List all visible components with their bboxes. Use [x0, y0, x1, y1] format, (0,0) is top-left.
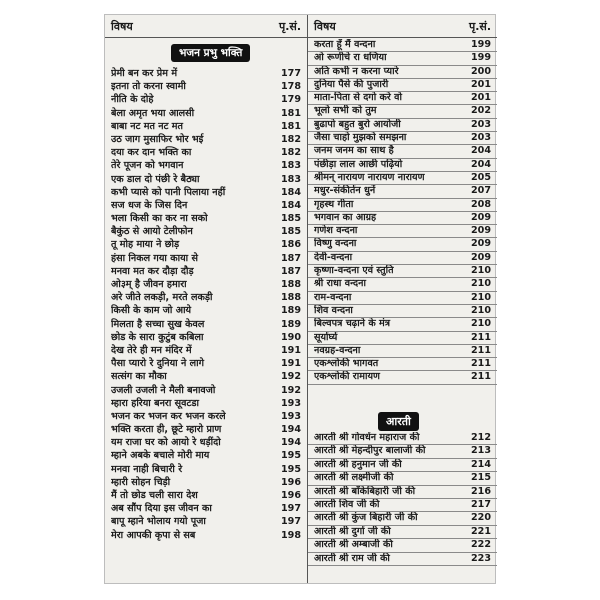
entry-title: जैसा चाहो मुझको समझना [314, 132, 407, 144]
page-number-heading: पृ.सं. [468, 20, 491, 33]
toc-entry [308, 553, 497, 566]
entry-title: देवी-वन्दना [314, 251, 353, 263]
toc-entry [105, 489, 307, 502]
entry-page-number: 214 [470, 458, 491, 470]
toc-entry [105, 93, 307, 106]
entry-title: इतना तो करना स्वामी [111, 81, 186, 93]
toc-entry [105, 463, 307, 476]
toc-entry [105, 238, 307, 251]
toc-entry [308, 92, 497, 105]
toc-entry [105, 278, 307, 291]
entry-title: आरती शिव जी की [314, 498, 380, 510]
toc-entry [308, 132, 497, 145]
entry-page-number: 210 [470, 291, 491, 303]
entry-title: छोड के सारा कुटुंब कबिला [111, 331, 204, 343]
toc-entry [105, 529, 307, 542]
entry-page-number: 210 [470, 265, 491, 277]
entry-page-number: 198 [280, 529, 301, 541]
entry-page-number: 201 [470, 92, 491, 104]
toc-entry [105, 423, 307, 436]
toc-entry [308, 52, 497, 65]
entry-title: आरती श्री अम्बाजी की [314, 539, 393, 551]
section-banner-bhajan: भजन प्रभु भक्ति [171, 44, 250, 62]
entry-page-number: 190 [280, 331, 301, 343]
entry-title: श्रीमन् नारायण नारायण नारायण [314, 171, 425, 183]
toc-entry [308, 159, 497, 172]
entry-page-number: 179 [280, 94, 301, 106]
entry-page-number: 188 [280, 292, 301, 304]
entry-title: किसी के काम जो आये [111, 305, 192, 317]
entry-title: कृष्णा-वन्दना एवं स्तुति [314, 265, 394, 277]
toc-entry [308, 119, 497, 132]
entry-page-number: 197 [280, 516, 301, 528]
entry-title: ओ३म् है जीवन हमारा [111, 279, 187, 290]
entry-page-number: 217 [470, 498, 491, 510]
entry-title: भला किसी का कर ना सको [111, 213, 208, 225]
entry-page-number: 185 [280, 226, 301, 238]
entry-title: मिलता है सच्चा सुख केवल [111, 318, 205, 330]
toc-entry [105, 357, 307, 370]
entry-title: मधुर-संकीर्तन धुनें [314, 185, 376, 197]
entry-page-number: 205 [470, 171, 491, 183]
entry-page-number: 188 [280, 279, 301, 290]
entry-title: बापू म्हाने भोलाय गयो पूजा [111, 516, 206, 528]
entry-page-number: 213 [470, 445, 491, 457]
toc-entry [105, 120, 307, 133]
entry-title: आरती श्री लक्ष्मीजी की [314, 472, 394, 484]
entry-page-number: 211 [470, 344, 491, 356]
entry-title: विष्णु वन्दना [314, 238, 357, 250]
entry-title: एक डाल दो पंछी रे बैठ्या [111, 173, 200, 185]
entry-page-number: 199 [470, 39, 491, 50]
toc-entry [308, 526, 497, 539]
toc-entry [308, 199, 497, 212]
entry-title: गृहस्थ गीता [314, 198, 354, 210]
entry-title: अब सौंप दिया इस जीवन का [111, 503, 212, 515]
right-column [308, 15, 497, 583]
entry-page-number: 209 [470, 211, 491, 223]
entry-page-number: 221 [470, 525, 491, 537]
entry-page-number: 207 [470, 185, 491, 197]
left-entry-list [105, 67, 307, 542]
entry-title: आरती श्री मेहन्दीपुर बालाजी की [314, 445, 426, 457]
entry-page-number: 211 [470, 331, 491, 343]
toc-entry [105, 331, 307, 344]
entry-title: यम राजा घर को आयो रे धड़ींदो [111, 437, 221, 449]
toc-entry [105, 212, 307, 225]
entry-title: मनवा नाही बिचारी रे [111, 463, 183, 475]
toc-entry [105, 370, 307, 383]
entry-page-number: 210 [470, 318, 491, 330]
toc-entry [308, 252, 497, 265]
subject-heading: विषय [111, 20, 133, 33]
entry-title: देख तेरे ही मन मंदिर में [111, 344, 192, 356]
entry-page-number: 183 [280, 173, 301, 185]
toc-entry [308, 79, 497, 92]
entry-page-number: 177 [280, 68, 301, 79]
entry-title: एकश्लोकी भागवत [314, 358, 379, 370]
toc-entry [308, 432, 497, 445]
entry-page-number: 185 [280, 213, 301, 225]
entry-title: माता-पिता से दगो करे वो [314, 92, 402, 104]
entry-page-number: 192 [280, 371, 301, 383]
aarti-entry-list [308, 432, 497, 566]
entry-page-number: 189 [280, 305, 301, 317]
entry-title: शिव वन्दना [314, 304, 353, 316]
entry-title: बुढापो बहुत बुरो आयोजी [314, 118, 401, 130]
entry-page-number: 187 [280, 252, 301, 264]
toc-entry [308, 305, 497, 318]
entry-title: अरे जीते लकड़ी, मरते लकड़ी [111, 292, 213, 304]
toc-entry [105, 225, 307, 238]
toc-entry [105, 67, 307, 80]
entry-page-number: 204 [470, 158, 491, 170]
entry-page-number: 178 [280, 81, 301, 93]
toc-entry [308, 185, 497, 198]
entry-title: दया कर दान भक्ति का [111, 147, 192, 159]
toc-entry [308, 332, 497, 345]
entry-page-number: 187 [280, 265, 301, 277]
entry-page-number: 189 [280, 318, 301, 330]
toc-entry [308, 225, 497, 238]
entry-title: श्री राधा वन्दना [314, 278, 366, 290]
entry-title: सत्संग का मौका [111, 371, 167, 383]
toc-entry [308, 486, 497, 499]
toc-entry [105, 80, 307, 93]
entry-title: प्रेमी बन कर प्रेम में [111, 68, 178, 79]
entry-title: सूर्यार्घ्य [314, 331, 338, 343]
entry-title: बाबा नट मत नट मत [111, 120, 184, 132]
entry-title: तू मोह माया ने छोड़ [111, 239, 180, 251]
entry-page-number: 215 [470, 472, 491, 484]
entry-page-number: 208 [470, 198, 491, 210]
toc-entry [105, 449, 307, 462]
entry-title: करता हूँ मैं वन्दना [314, 39, 376, 50]
toc-entry [308, 539, 497, 552]
toc-entry [105, 107, 307, 120]
toc-entry [105, 159, 307, 172]
entry-title: नीति के दोहे [111, 94, 154, 106]
index-page [104, 14, 496, 584]
entry-title: हंसा निकल गया काया से [111, 252, 198, 264]
entry-title: ओ रूणीचे रा धणिया [314, 52, 387, 64]
entry-page-number: 194 [280, 424, 301, 436]
entry-title: भक्ति करता ही, छूटे म्हारो प्राण [111, 424, 222, 436]
toc-entry [105, 397, 307, 410]
toc-entry [105, 291, 307, 304]
right-entry-list [308, 39, 497, 385]
subject-heading: विषय [314, 20, 336, 33]
entry-title: म्हारी सोहन चिड़ी [111, 476, 171, 488]
entry-page-number: 203 [470, 118, 491, 130]
toc-entry [308, 318, 497, 331]
entry-title: तेरे पूजन को भगवान [111, 160, 184, 172]
entry-title: पंछीड़ा लाल आछी पढ़ियो [314, 158, 403, 170]
left-column [105, 15, 308, 583]
entry-page-number: 196 [280, 476, 301, 488]
entry-title: भजन कर भजन कर भजन करले [111, 410, 226, 422]
entry-title: जनम जनम का साथ है [314, 145, 394, 157]
section-banner-aarti: आरती [378, 412, 419, 431]
toc-entry [105, 265, 307, 278]
entry-page-number: 182 [280, 133, 301, 145]
entry-page-number: 193 [280, 397, 301, 409]
toc-entry [105, 199, 307, 212]
toc-entry [308, 145, 497, 158]
entry-title: आरती श्री राम जी की [314, 552, 390, 564]
entry-page-number: 196 [280, 490, 301, 501]
entry-page-number: 195 [280, 450, 301, 462]
entry-title: बिल्वपत्र चढ़ाने के मंत्र [314, 318, 391, 330]
entry-page-number: 184 [280, 186, 301, 198]
entry-page-number: 199 [470, 52, 491, 64]
entry-page-number: 200 [470, 65, 491, 77]
entry-page-number: 211 [470, 371, 491, 383]
entry-page-number: 191 [280, 358, 301, 370]
page-number-heading: पृ.सं. [278, 20, 301, 33]
toc-entry [308, 105, 497, 118]
entry-title: पैसा प्यारो रे दुनिया ने लागे [111, 358, 205, 370]
toc-entry [308, 39, 497, 52]
entry-page-number: 209 [470, 238, 491, 250]
toc-entry [308, 278, 497, 291]
entry-page-number: 181 [280, 120, 301, 132]
entry-page-number: 193 [280, 410, 301, 422]
toc-entry [308, 358, 497, 371]
toc-entry [308, 371, 497, 384]
entry-page-number: 202 [470, 105, 491, 117]
entry-title: म्हारा हरिया बनरा सूवटडा [111, 397, 199, 409]
entry-title: बेला अमृत भया आलसी [111, 107, 195, 119]
entry-title: मैं तो छोड चली सारा देश [111, 490, 198, 501]
entry-page-number: 211 [470, 358, 491, 370]
entry-title: गणेश वन्दना [314, 225, 358, 237]
toc-entry [105, 344, 307, 357]
toc-entry [105, 304, 307, 317]
entry-page-number: 182 [280, 147, 301, 159]
entry-title: नवग्रह-वन्दना [314, 344, 361, 356]
entry-title: आरती श्री दुर्गा जी की [314, 525, 391, 537]
entry-page-number: 209 [470, 225, 491, 237]
entry-page-number: 216 [470, 485, 491, 497]
entry-page-number: 183 [280, 160, 301, 172]
entry-page-number: 191 [280, 344, 301, 356]
toc-entry [308, 238, 497, 251]
entry-title: मेरा आपकी कृपा से सब [111, 529, 196, 541]
toc-entry [308, 499, 497, 512]
entry-title: आरती श्री कुंज बिहारी जी की [314, 512, 418, 524]
toc-entry [105, 173, 307, 186]
entry-title: कभी प्यासे को पानी पिलाया नहीं [111, 186, 226, 198]
toc-entry [105, 476, 307, 489]
entry-title: म्हाने अबके बचाले मोरी माय [111, 450, 210, 462]
toc-entry [105, 146, 307, 159]
toc-entry [105, 436, 307, 449]
entry-title: आरती श्री बाँकेबिहारी जी की [314, 485, 416, 497]
toc-entry [105, 186, 307, 199]
entry-title: आरती श्री गोवर्धन महाराज की [314, 432, 420, 443]
entry-page-number: 204 [470, 145, 491, 157]
entry-title: सज धज के जिस दिन [111, 199, 188, 211]
toc-entry [105, 410, 307, 423]
toc-entry [308, 472, 497, 485]
entry-title: दुनिया पैसे की पुजारी [314, 78, 389, 90]
entry-title: एकश्लोकी रामायण [314, 371, 380, 383]
entry-page-number: 201 [470, 78, 491, 90]
entry-page-number: 195 [280, 463, 301, 475]
entry-title: भगवान का आग्रह [314, 211, 377, 223]
entry-title: भूलो सभी को तुम [314, 105, 377, 117]
entry-page-number: 194 [280, 437, 301, 449]
entry-page-number: 222 [470, 539, 491, 551]
entry-page-number: 184 [280, 199, 301, 211]
entry-title: उठ जाग मुसाफिर भोर भई [111, 133, 204, 145]
entry-page-number: 210 [470, 278, 491, 290]
entry-page-number: 197 [280, 503, 301, 515]
entry-title: उजली उजली ने मैली बनावजो [111, 384, 216, 396]
left-header [105, 15, 307, 38]
right-header [308, 15, 497, 38]
toc-entry [308, 512, 497, 525]
entry-page-number: 212 [470, 432, 491, 443]
entry-page-number: 210 [470, 304, 491, 316]
toc-entry [105, 502, 307, 515]
entry-page-number: 192 [280, 384, 301, 396]
entry-title: आरती श्री हनुमान जी की [314, 458, 402, 470]
toc-entry [105, 318, 307, 331]
entry-page-number: 220 [470, 512, 491, 524]
entry-page-number: 181 [280, 107, 301, 119]
toc-entry [308, 212, 497, 225]
toc-entry [308, 445, 497, 458]
toc-entry [308, 265, 497, 278]
toc-entry [308, 172, 497, 185]
entry-title: मनवा मत कर दौड़ा दौड़ [111, 265, 194, 277]
entry-title: राम-वन्दना [314, 291, 352, 303]
entry-page-number: 209 [470, 251, 491, 263]
toc-entry [308, 292, 497, 305]
entry-page-number: 186 [280, 239, 301, 251]
entry-page-number: 203 [470, 132, 491, 144]
entry-title: अति कभी न करना प्यारे [314, 65, 399, 77]
toc-entry [105, 384, 307, 397]
toc-entry [308, 459, 497, 472]
toc-entry [308, 345, 497, 358]
toc-entry [308, 66, 497, 79]
entry-page-number: 223 [470, 552, 491, 564]
toc-entry [105, 133, 307, 146]
toc-entry [105, 515, 307, 528]
entry-title: बैकुंठ से आयो टेलीफोन [111, 226, 193, 238]
toc-entry [105, 252, 307, 265]
